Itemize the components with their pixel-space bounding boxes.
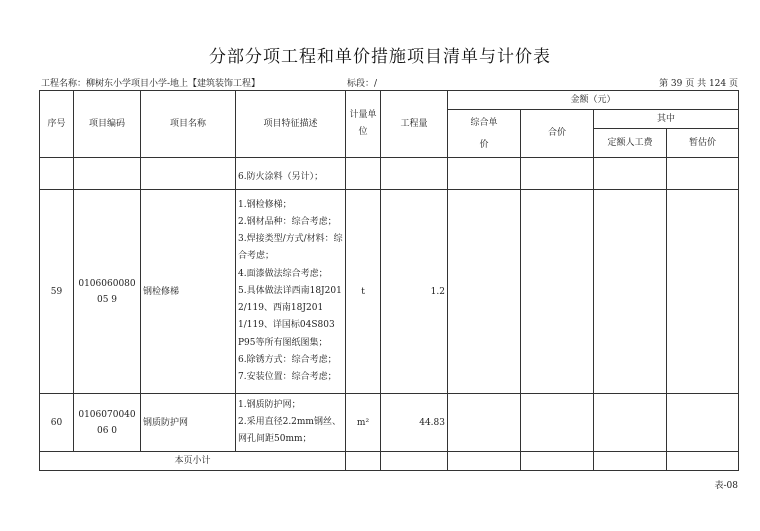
subtotal-total [521,452,594,471]
subtotal-estimate [667,452,739,471]
cell-seq [40,158,74,190]
table-row [40,190,739,394]
cell-total [521,190,594,394]
cell-seq: 59 [40,190,74,394]
cell-name: 钢检修梯 [141,190,236,394]
header-seq: 序号 [40,91,74,158]
project-name: 工程名称：柳树东小学项目小学-地上【建筑装饰工程】 [41,79,261,89]
cell-labor [594,394,667,452]
cell-total [521,394,594,452]
cell-unit-price [448,394,521,452]
cell-desc: 1.钢检修梯； 2.钢材品种：综合考虑； 3.焊接类型/方式/材料：综合考虑； 4.面漆做法综合考虑； 5.具体做法详西南18J201 2/119、西南18J201 1/119、详国标04S803 P95等所有图纸图集； 6.除锈方式：综合考虑； 7.安装位置：综合考虑； [236,190,346,394]
cell-estimate [667,394,739,452]
cell-labor [594,190,667,394]
cell-unit: t [346,190,381,394]
cell-qty: 44.83 [381,394,448,452]
table-row [40,158,739,190]
header-estimate: 暂估价 [667,129,739,158]
cell-labor [594,158,667,190]
cell-qty: 1.2 [381,190,448,394]
subtotal-unit [346,452,381,471]
cell-name: 钢质防护网 [141,394,236,452]
cell-estimate [667,190,739,394]
header-of-which: 其中 [594,110,739,129]
cell-code [74,158,141,190]
header-total: 合价 [521,110,594,158]
header-desc: 项目特征描述 [236,91,346,158]
subtotal-label: 本页小计 [40,452,346,471]
cell-unit-price [448,158,521,190]
section-label: 标段：/ [347,79,378,89]
header-name: 项目名称 [141,91,236,158]
cell-name [141,158,236,190]
cell-unit-price [448,190,521,394]
page-info: 第 39 页 共 124 页 [659,79,738,89]
header-unit-price: 综合单价 [448,110,521,158]
form-number: 表-08 [714,481,738,491]
cell-total [521,158,594,190]
page-title: 分部分项工程和单价措施项目清单与计价表 [209,47,551,67]
cell-qty [381,158,448,190]
cell-code: 010607004006 0 [74,394,141,452]
cell-estimate [667,158,739,190]
subtotal-qty [381,452,448,471]
subtotal-row [40,452,739,471]
subtotal-unit-price [448,452,521,471]
header-labor: 定额人工费 [594,129,667,158]
subtotal-labor [594,452,667,471]
header-code: 项目编码 [74,91,141,158]
bill-table [39,90,739,471]
cell-unit: m² [346,394,381,452]
cell-desc: 6.防火涂料（另计）； [236,158,346,190]
header-qty: 工程量 [381,91,448,158]
header-amount: 金额（元） [448,91,739,110]
cell-code: 010606008005 9 [74,190,141,394]
cell-unit [346,158,381,190]
cell-seq: 60 [40,394,74,452]
cell-desc: 1.钢质防护网； 2.采用直径2.2mm钢丝、网孔间距50mm； [236,394,346,452]
table-row [40,394,739,452]
header-unit: 计量单位 [346,91,381,158]
